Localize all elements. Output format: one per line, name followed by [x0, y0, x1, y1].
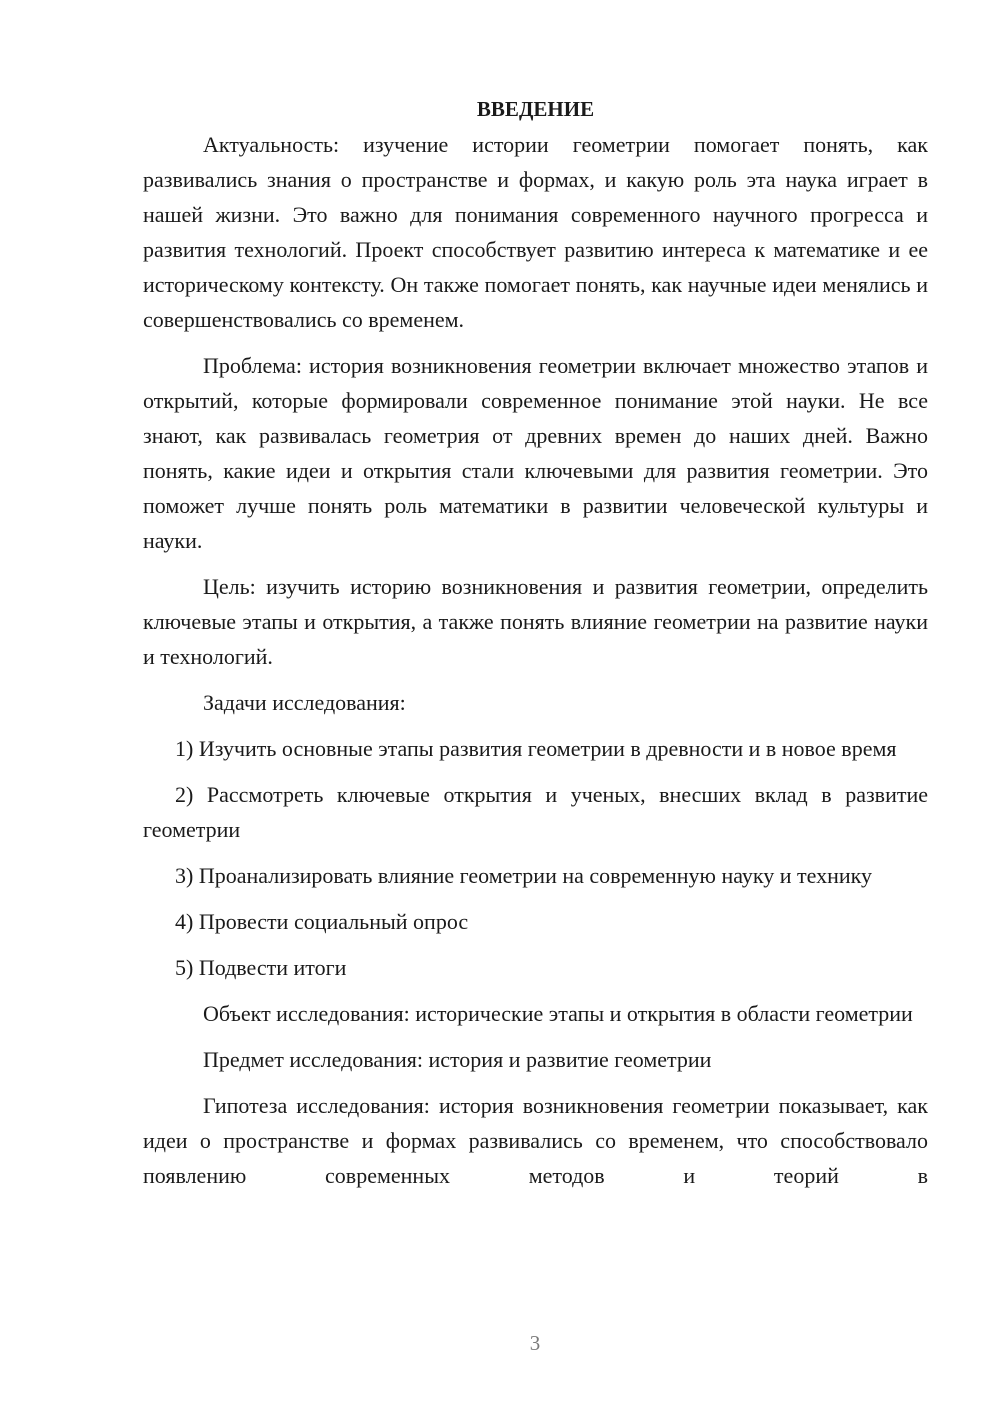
- paragraph-relevance: Актуальность: изучение истории геометрии помогает понять, как развивались знания о пространстве и формах, и какую роль эта наука играет в нашей жизни. Это важно для понимания современного научного прогресса и развития технологий. Проект способствует развитию интереса к математике и ее историческому контексту. Он также помогает понять, как научные идеи менялись и совершенствовались со временем.: [143, 132, 928, 332]
- paragraph-object: Объект исследования: исторические этапы и открытия в области геометрии: [203, 1001, 913, 1026]
- task-item-5: 5) Подвести итоги: [175, 955, 347, 980]
- task-item-4: 4) Провести социальный опрос: [175, 909, 469, 934]
- task-item-1: 1) Изучить основные этапы развития геометрии в древности и в новое время: [175, 736, 897, 761]
- tasks-heading: Задачи исследования:: [203, 690, 406, 715]
- paragraph-subject: Предмет исследования: история и развитие геометрии: [203, 1047, 712, 1072]
- page-number: 3: [529, 1331, 541, 1355]
- task-item-3: 3) Проанализировать влияние геометрии на современную науку и технику: [175, 863, 873, 888]
- paragraph-hypothesis: Гипотеза исследования: история возникновения геометрии показывает, как идеи о пространстве и формах развивались со временем, что способствовало появлению современных методов и теорий в: [143, 1093, 928, 1188]
- section-title: ВВЕДЕНИЕ: [476, 97, 595, 121]
- document-page: [143, 92, 928, 1204]
- paragraph-goal: Цель: изучить историю возникновения и развития геометрии, определить ключевые этапы и открытия, а также понять влияние геометрии на развитие науки и технологий.: [143, 574, 928, 669]
- task-item-2: 2) Рассмотреть ключевые открытия и ученых, внесших вклад в развитие геометрии: [143, 782, 928, 842]
- paragraph-problem: Проблема: история возникновения геометрии включает множество этапов и открытий, которые формировали современное понимание этой науки. Не все знают, как развивалась геометрия от древних времен до наших дней. Важно понять, какие идеи и открытия стали ключевыми для развития геометрии. Это поможет лучше понять роль математики в развитии человеческой культуры и науки.: [143, 353, 928, 553]
